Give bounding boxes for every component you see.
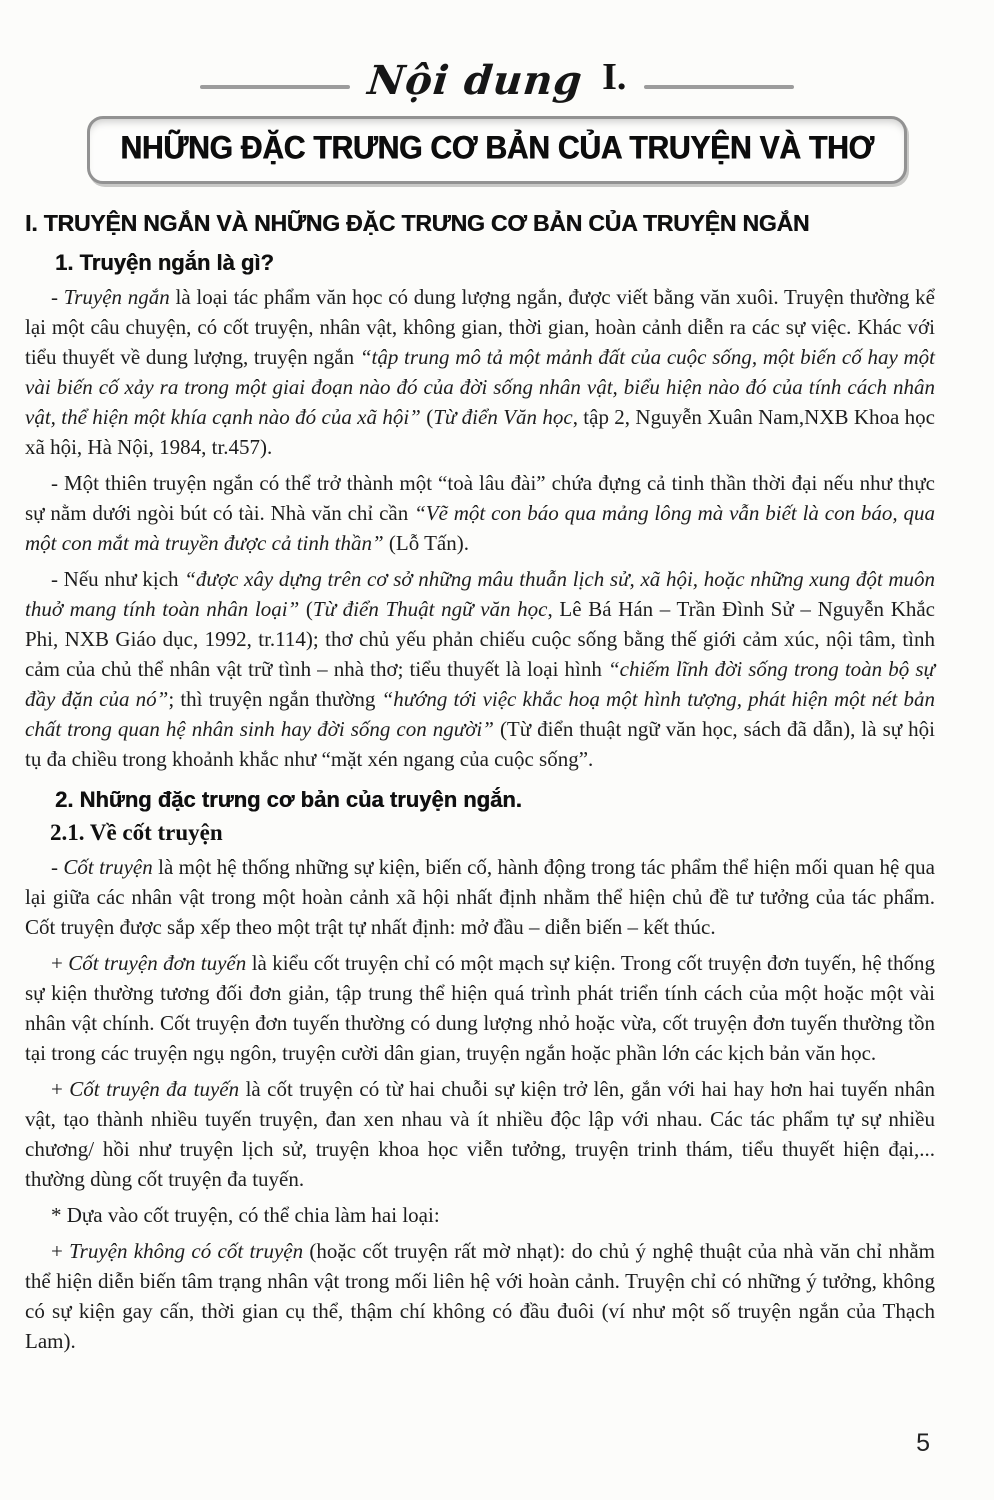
section-heading-dac-trung: 2. Những đặc trưng cơ bản của truyện ngắn. xyxy=(55,787,522,812)
decorative-rule-right xyxy=(644,85,794,89)
paragraph-cot-truyen: - Cốt truyện là một hệ thống những sự kiện, biến cố, hành động trong tác phẩm thể hiện mối quan hệ qua lại giữa các nhân vật trong một hoàn cảnh xã hội nhất định nhằm thể hiện chủ đề tư tưởng của tác phẩm. Cốt truyện được sắp xếp theo một trật tự nhất định: mở đầu – diễn biến – kết thúc. xyxy=(25,855,935,939)
paragraph-definition: - Truyện ngắn là loại tác phẩm văn học có dung lượng ngắn, được viết bằng văn xuôi. Truyện thường kể lại một câu chuyện, có cốt truyện, nhân vật, không gian, thời gian, hoàn cảnh diễn ra các sự việc. Khác với tiểu thuyết về dung lượng, truyện ngắn “tập trung mô tả một mảnh đất của cuộc sống, một biến cố hay một vài biến cố xảy ra trong một giai đoạn nào đó của đời sống nhân vật, biểu hiện nào đó của tính cách nhân vật, thể hiện một khía cạnh nào đó của xã hội” (Từ điển Văn học, tập 2, Nguyễn Xuân Nam,NXB Khoa học xã hội, Hà Nội, 1984, tr.457). xyxy=(25,285,936,459)
paragraph-cot-truyen-don-tuyen: + Cốt truyện đơn tuyến là kiểu cốt truyện chỉ có một mạch sự kiện. Trong cốt truyện đơn tuyến, hệ thống sự kiện thường tương đối đơn giản, tập trung thể hiện quá trình phát triển tính cách của một hoặc một vài nhân vật chính. Cốt truyện đơn tuyến thường có dung lượng nhỏ hoặc vừa, cốt truyện đơn tuyến thường tồn tại trong các truyện ngụ ngôn, truyện cười dân gian, truyện ngắn hoặc phần lớn các kịch bản văn học. xyxy=(25,951,935,1065)
paragraph-kich-tho-tieu-thuyet: - Nếu như kịch “được xây dựng trên cơ sở những mâu thuẫn lịch sử, xã hội, hoặc những xung đột muôn thuở mang tính toàn nhân loại” (Từ điển Thuật ngữ văn học, Lê Bá Hán – Trần Đình Sử – Nguyễn Khắc Phi, NXB Giáo dục, 1992, tr.114); thơ chủ yếu phản chiếu cuộc sống bằng thế giới cảm xúc, nội tâm, tình cảm của chủ thể nhân vật trữ tình – nhà thơ; tiểu thuyết là loại hình “chiếm lĩnh đời sống trong toàn bộ sự đầy đặn của nó”; thì truyện ngắn thường “hướng tới việc khắc hoạ một hình tượng, phát hiện một nét bản chất trong quan hệ nhân sinh hay đời sống con người” (Từ điển thuật ngữ văn học, sách đã dẫn), là sự hội tụ đa chiều trong khoảnh khắc như “mặt xén ngang của cuộc sống”. xyxy=(25,567,936,771)
decorative-rule-left xyxy=(200,85,350,89)
chapter-label-row xyxy=(0,54,994,106)
chapter-label-script: Nội dung xyxy=(365,56,585,104)
subsection-heading-cot-truyen: 2.1. Về cốt truyện xyxy=(50,820,223,845)
page-body xyxy=(0,184,994,1356)
chapter-numeral: I. xyxy=(602,56,627,98)
subsection-heading-truyen-ngan-la-gi: 1. Truyện ngắn là gì? xyxy=(55,250,274,275)
chapter-title-box xyxy=(87,116,907,184)
page-number: 5 xyxy=(916,1429,930,1457)
chapter-title: NHỮNG ĐẶC TRƯNG CƠ BẢN CỦA TRUYỆN VÀ THƠ xyxy=(120,130,874,167)
section-heading-truyen-ngan: I. TRUYỆN NGẮN VÀ NHỮNG ĐẶC TRƯNG CƠ BẢN CỦA TRUYỆN NGẮN xyxy=(25,210,810,236)
paragraph-chia-hai-loai: * Dựa vào cốt truyện, có thể chia làm hai loại: xyxy=(51,1203,440,1227)
paragraph-truyen-khong-cot-truyen: + Truyện không có cốt truyện (hoặc cốt truyện rất mờ nhạt): do chủ ý nghệ thuật của nhà văn chỉ nhằm thể hiện diễn biến tâm trạng nhân vật trong mối liên hệ với hoàn cảnh. Truyện chỉ có những ý tưởng, không có sự kiện gay cấn, thời gian cụ thể, thậm chí không có đầu đuôi (ví như một số truyện ngắn của Thạch Lam). xyxy=(25,1239,936,1353)
chapter-header xyxy=(0,0,994,184)
paragraph-cot-truyen-da-tuyen: + Cốt truyện đa tuyến là cốt truyện có từ hai chuỗi sự kiện trở lên, gắn với hai hay hơn hai tuyến nhân vật, tạo thành nhiều tuyến truyện, đan xen nhau và ít nhiều độc lập với nhau. Các tác phẩm tự sự nhiều chương/ hồi như truyện lịch sử, truyện khoa học viễn tưởng, truyện trinh thám, tiểu thuyết hiện đại,... thường dùng cốt truyện đa tuyến. xyxy=(25,1077,936,1191)
paragraph-toa-lau-dai: - Một thiên truyện ngắn có thể trở thành một “toà lâu đài” chứa đựng cả tinh thần thời đại nếu như thực sự nằm dưới ngòi bút có tài. Nhà văn chỉ cần “Vẽ một con báo qua mảng lông mà vẫn biết là con báo, qua một con mắt mà truyền được cả tinh thần” (Lỗ Tấn). xyxy=(25,471,935,555)
